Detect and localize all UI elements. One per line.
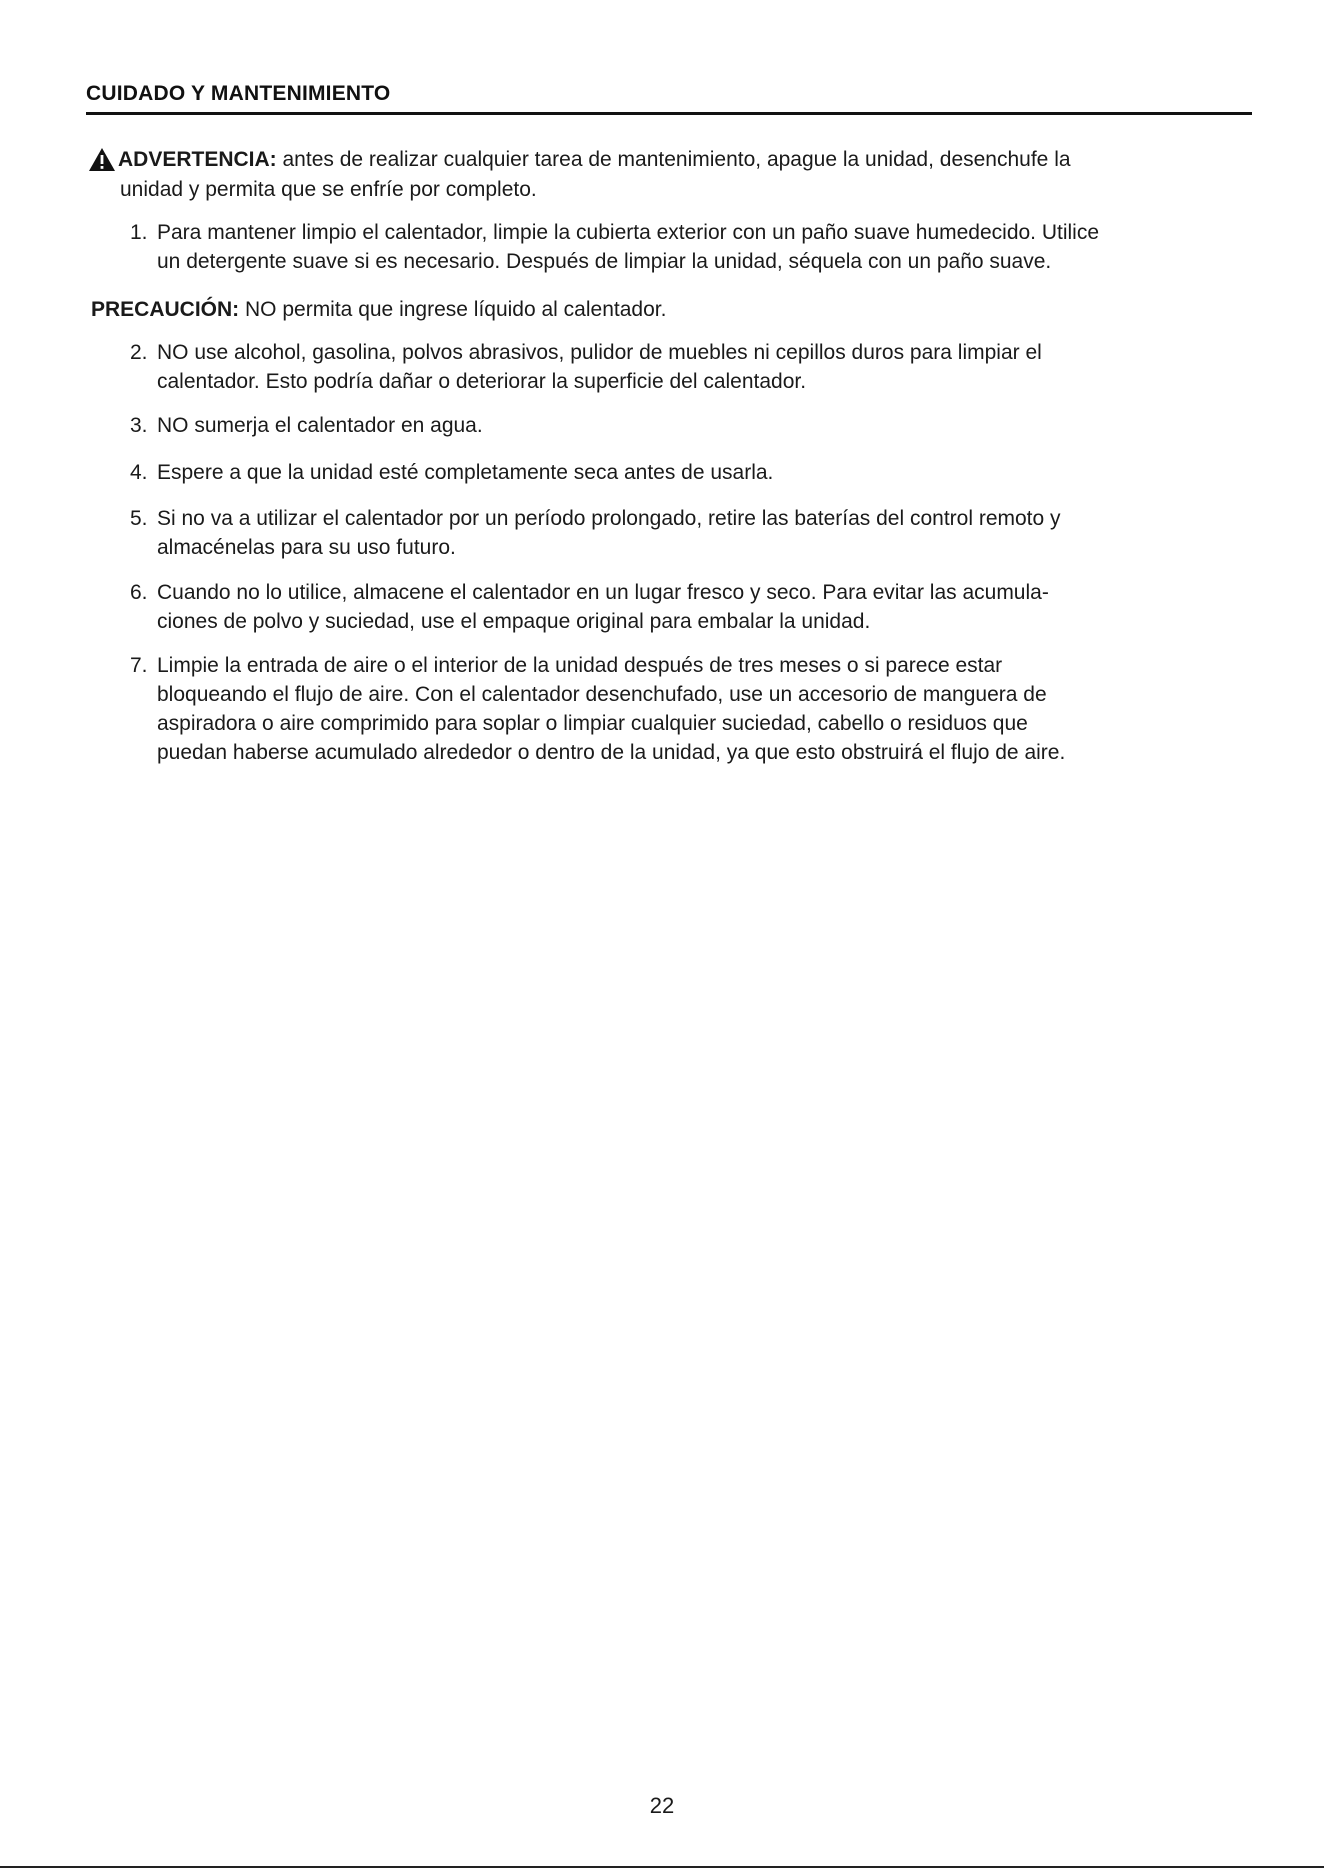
item-number: 7. (130, 654, 148, 677)
item-number: 3. (130, 414, 148, 437)
item-line: calentador. Esto podría dañar o deteriorar la superficie del calentador. (157, 370, 807, 393)
section-title: CUIDADO Y MANTENIMIENTO (86, 82, 391, 105)
warning-text-line1: antes de realizar cualquier tarea de mantenimiento, apague la unidad, desenchufe la (276, 148, 1071, 171)
list-item-5 (130, 504, 1260, 562)
item-line: bloqueando el flujo de aire. Con el calentador desenchufado, use un accesorio de manguera de (157, 683, 1047, 706)
item-line: ciones de polvo y suciedad, use el empaque original para embalar la unidad. (157, 610, 871, 633)
item-text (157, 458, 1260, 487)
list-item-1 (130, 218, 1260, 276)
item-text (157, 578, 1260, 636)
page-number: 22 (649, 1793, 675, 1818)
item-line: aspiradora o aire comprimido para soplar o limpiar cualquier suciedad, cabello o residuos que (157, 712, 1028, 735)
item-line: almacénelas para su uso futuro. (157, 536, 456, 559)
item-text (157, 218, 1260, 276)
item-line: NO use alcohol, gasolina, polvos abrasivos, pulidor de muebles ni cepillos duros para limpiar el (157, 341, 1042, 364)
item-line: Limpie la entrada de aire o el interior de la unidad después de tres meses o si parece estar (157, 654, 1003, 677)
item-line: Si no va a utilizar el calentador por un período prolongado, retire las baterías del control remoto y (157, 507, 1061, 530)
item-number: 2. (130, 341, 148, 364)
warning-text-line2: unidad y permita que se enfríe por completo. (120, 178, 537, 201)
list-item-3 (130, 411, 1260, 440)
item-line: un detergente suave si es necesario. Después de limpiar la unidad, séquela con un paño suave. (157, 250, 1052, 273)
item-line: Espere a que la unidad esté completamente seca antes de usarla. (157, 461, 774, 484)
caution-block (91, 295, 666, 324)
item-text (157, 504, 1260, 562)
item-text (157, 651, 1260, 767)
title-underline (86, 112, 1252, 115)
list-item-7 (130, 651, 1260, 767)
caution-text: NO permita que ingrese líquido al calentador. (239, 298, 667, 321)
item-line: NO sumerja el calentador en agua. (157, 414, 483, 437)
list-item-6 (130, 578, 1260, 636)
warning-label: ADVERTENCIA: (118, 148, 277, 171)
item-line: puedan haberse acumulado alrededor o dentro de la unidad, ya que esto obstruirá el flujo de aire. (157, 741, 1066, 764)
warning-block (88, 145, 1258, 205)
item-text (157, 411, 1260, 440)
item-line: Para mantener limpio el calentador, limpie la cubierta exterior con un paño suave humedecido. Utilice (157, 221, 1100, 244)
list-item-4 (130, 458, 1260, 487)
item-number: 6. (130, 581, 148, 604)
warning-first-line (88, 145, 1258, 175)
item-number: 1. (130, 221, 148, 244)
warning-triangle-icon (88, 147, 116, 172)
list-item-2 (130, 338, 1260, 396)
item-text (157, 338, 1260, 396)
bottom-edge-rule (0, 1866, 1324, 1868)
item-number: 5. (130, 507, 148, 530)
item-number: 4. (130, 461, 148, 484)
caution-label: PRECAUCIÓN: (91, 298, 240, 321)
item-line: Cuando no lo utilice, almacene el calentador en un lugar fresco y seco. Para evitar las acumula- (157, 581, 1049, 604)
